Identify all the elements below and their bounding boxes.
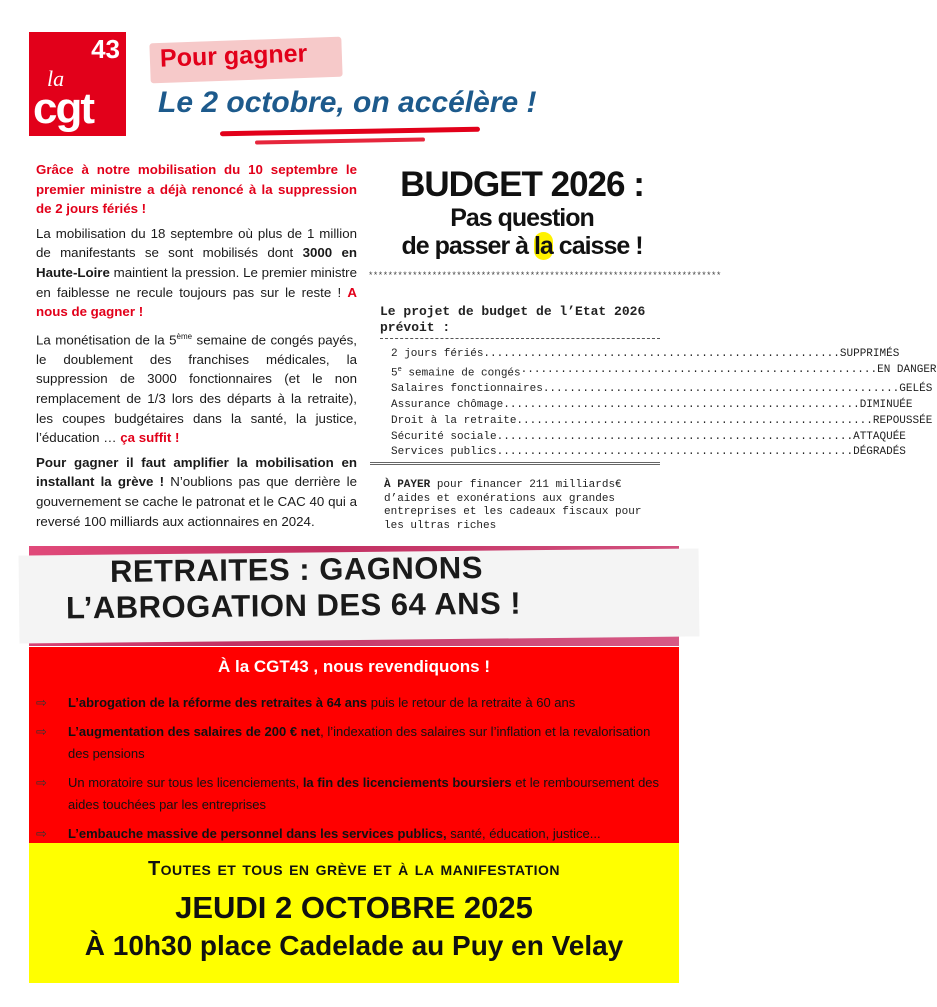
left-column-text [36, 160, 357, 536]
claim-bold: L’embauche massive de personnel dans les services publics, [68, 826, 447, 841]
paragraph-mobilisation [36, 224, 357, 322]
list-item [391, 430, 906, 446]
arrow-right-icon: ⇨ [36, 724, 47, 739]
claim-text: , l’indexation des salaires sur l’inflation et la revalorisation des pensions [68, 724, 651, 761]
item-label: Salaires fonctionnaires [391, 383, 543, 396]
p2-bold: 3000 en Haute-Loire [36, 245, 357, 280]
item-label-sup: e [397, 365, 402, 374]
item-value: EN DANGER [877, 363, 937, 376]
p2-slogan: A nous de gagner ! [36, 284, 357, 320]
title-underline [220, 127, 480, 137]
claim-bold: la fin des licenciements boursiers [302, 775, 512, 790]
arrow-right-icon: ⇨ [36, 695, 47, 710]
item-label: Assurance chômage [391, 399, 504, 412]
list-item [36, 823, 672, 845]
payer-note [384, 479, 664, 533]
claim-text: santé, éducation, justice... [446, 826, 601, 841]
list-item [391, 445, 906, 461]
list-item [391, 347, 900, 363]
item-label [391, 363, 521, 382]
claims-title: À la CGT43 , nous revendiquons ! [217, 657, 491, 676]
budget-subtitle-1: Pas question [450, 204, 594, 232]
sub2-text-2: caisse ! [552, 232, 643, 260]
leader-dots: ...................................................... [542, 383, 900, 396]
claim-bold: L’abrogation de la réforme des retraites à 64 ans [68, 695, 368, 710]
header-kicker: Pour gagner [159, 39, 308, 73]
sub2-text: de passer à [401, 232, 534, 260]
list-item [391, 363, 937, 382]
budget-title: BUDGET 2026 : [400, 165, 644, 204]
item-label: Droit à la retraite [391, 414, 517, 427]
item-value: DIMINUÉE [859, 399, 913, 412]
leader-dots: ...................................................... [516, 414, 873, 427]
paragraph-measures [36, 327, 357, 448]
item-label: 2 jours fériés [391, 348, 484, 360]
leader-dots: ...................................................... [496, 446, 854, 459]
arrow-right-icon: ⇨ [36, 826, 47, 841]
page-title: Le 2 octobre, on accélère ! [158, 86, 537, 119]
list-item [391, 414, 933, 430]
dashed-divider [380, 338, 660, 339]
banner-line-1: RETRAITES : GAGNONS [109, 550, 484, 589]
budget-list [391, 347, 937, 461]
list-item [36, 692, 672, 714]
leader-dots: ...................................................... [520, 363, 878, 376]
stars-divider: ************************************************************************ [368, 271, 721, 281]
arrow-right-icon: ⇨ [36, 775, 47, 790]
cgt43-logo [29, 32, 126, 136]
p4-text: N’oublions pas que derrière le gouvernement se cache le patronat et le CAC 40 qui a reversé 100 milliards aux actionnaires en 2024. [36, 474, 358, 529]
item-value: ATTAQUÉE [853, 430, 906, 443]
p2-text: La mobilisation du 18 septembre où plus de 1 million de manifestants se sont mobilisés dont [36, 225, 357, 261]
item-value: DÉGRADÉS [853, 446, 906, 459]
call-date: JEUDI 2 OCTOBRE 2025 [175, 890, 533, 925]
budget-intro [380, 304, 645, 336]
list-item [391, 382, 933, 398]
leader-dots: ...................................................... [503, 399, 860, 412]
intro-paragraph: Grâce à notre mobilisation du 10 septembre le premier ministre a déjà renoncé à la suppression de 2 jours fériés ! [36, 162, 357, 217]
logo-cgt: cgt [33, 84, 93, 133]
list-item [391, 398, 913, 414]
paragraph-strike [36, 453, 357, 531]
budget-intro-line2: prévoit : [380, 320, 451, 335]
claim-text-2: et le remboursement des aides touchées par les entreprises [68, 775, 660, 812]
p2-text-2: maintient la pression. Le premier ministre en faiblesse ne recule toujours pas sur le reste ! [36, 264, 357, 300]
item-value: SUPPRIMÉS [839, 348, 900, 360]
budget-intro-line1: Le projet de budget de l’Etat 2026 [380, 304, 646, 319]
item-label-rest: semaine de congés [401, 367, 521, 380]
p3-sup: ème [176, 331, 193, 341]
logo-number: 43 [91, 34, 120, 64]
budget-subtitle-2 [368, 232, 676, 261]
title-underline-2 [255, 138, 425, 145]
logo-la: la [47, 66, 65, 91]
payer-text: pour financer 211 milliards€ d’aides et exonérations aux grandes entreprises et les cadeaux fiscaux pour les ultras riches [384, 479, 642, 532]
list-item [36, 721, 672, 765]
claim-text: puis le retour de la retraite à 60 ans [367, 695, 576, 710]
sub2-highlight: la [533, 232, 553, 260]
item-label-num: 5 [391, 367, 398, 380]
payer-bold: À PAYER [384, 479, 431, 491]
item-label: Services publics [391, 446, 497, 459]
p3-text-2: semaine de congés payés, le doublement des franchises médicales, la suppression de 3000 fonctionnaires (et le non remplacement de 1/3 lors des départs à la retraite), les coupes budgétaires dans la santé, la justice, l’éducation … [36, 332, 357, 446]
call-place: À 10h30 place Cadelade au Puy en Velay [84, 930, 624, 961]
claim-bold: L’augmentation des salaires de 200 € net [68, 724, 321, 739]
claim-text: Un moratoire sur tous les licenciements, [68, 775, 303, 790]
call-line-1: Toutes et tous en grève et à la manifestation [147, 858, 561, 880]
item-value: GELÉS [899, 383, 933, 396]
leader-dots: ...................................................... [496, 430, 854, 443]
p3-text: La monétisation de la 5 [36, 332, 177, 348]
p3-slogan: ça suffit ! [120, 430, 180, 446]
banner-line-2: L’ABROGATION DES 64 ANS ! [65, 585, 522, 626]
p4-bold: Pour gagner il faut amplifier la mobilisation en installant la grève ! [36, 454, 357, 490]
item-label: Sécurité sociale [391, 430, 497, 443]
item-value: REPOUSSÉE [872, 414, 933, 427]
leader-dots: ...................................................... [483, 348, 840, 360]
list-item [36, 772, 672, 816]
double-divider [370, 462, 660, 465]
claims-list [36, 692, 672, 852]
